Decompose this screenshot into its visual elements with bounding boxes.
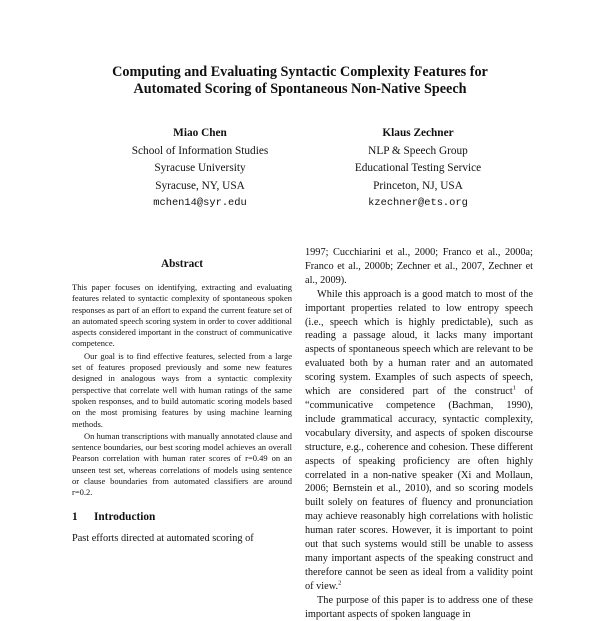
left-column <box>72 256 292 546</box>
body-paragraph-3: The purpose of this paper is to address one of these important aspects of spoken language in <box>305 594 533 620</box>
author-location: Princeton, NJ, USA <box>373 179 463 192</box>
footnote-marker-1: 1 <box>512 384 516 392</box>
body-paragraph-1: 1997; Cucchiarini et al., 2000; Franco et al., 2000a; Franco et al., 2000b; Zechner et al., 2007, Zechner et al., 2009). <box>305 247 533 286</box>
author-email: kzechner@ets.org <box>368 197 468 209</box>
section-title: Introduction <box>94 510 156 523</box>
author-affiliation: NLP & Speech Group <box>368 144 468 157</box>
author-institution: Educational Testing Service <box>354 162 482 174</box>
author-name: Klaus Zechner <box>382 127 454 139</box>
body-paragraph-2 <box>305 288 533 594</box>
title-line-1: Computing and Evaluating Syntactic Complexity Features for <box>112 64 488 80</box>
body-paragraph-2-part-a: While this approach is a good match to most of the important properties related to low entropy speech (i.e., speech which is highly predictable), such as reading a passage aloud, it lacks many important aspects of spontaneous speech which are relevant to be evaluated both by a human rater and an automated scoring system. Examples of such aspects of speech, which are considered part of the construct <box>305 288 533 398</box>
abstract-paragraph-1: This paper focuses on identifying, extracting and evaluating features related to syntactic complexity of spontaneous spoken responses as part of an effort to expand the current feature set of an automated speech scoring system in order to cover additional aspects considered important in the construct of communicative competence. <box>72 282 292 349</box>
section-heading-introduction <box>72 509 292 525</box>
body-paragraph-2-part-b: of “communicative competence (Bachman, 1990), include grammatical accuracy, syntactic complexity, vocabulary diversity, and aspects of spoken discourse structure, e.g., coherence and cohesion. These different aspects of speaking proficiency are often highly correlated in a non-native speaker (Xi and Mollaun, 2006; Bernstein et al., 2010), and so scoring models built solely on features of fluency and pronunciation may achieve reasonably high correlations with holistic human rater scores. However, it is important to point out that such systems would still be unable to assess many important aspects of the speaking construct and therefore cannot be seen as ideal from a validity point of view. <box>305 386 533 592</box>
abstract-heading: Abstract <box>160 258 204 270</box>
introduction-text: Past efforts directed at automated scoring of <box>72 532 254 544</box>
abstract-paragraph-2: Our goal is to find effective features, selected from a large set of features proposed previously and some new features designed in analogous ways from a syntactic complexity perspective that correlate well with human ratings of the same spoken responses, and to build automatic scoring models based on the most promising features by using machine learning methods. <box>72 350 292 429</box>
paper-title <box>40 64 560 98</box>
author-affiliation: School of Information Studies <box>131 144 269 157</box>
abstract-body <box>72 282 292 499</box>
author-name: Miao Chen <box>173 127 227 139</box>
author-block-1 <box>100 125 300 213</box>
author-email: mchen14@syr.edu <box>153 197 247 209</box>
title-line-2: Automated Scoring of Spontaneous Non-Native Speech <box>133 81 467 97</box>
author-block-2 <box>318 125 518 213</box>
abstract-paragraph-3: On human transcriptions with manually annotated clause and sentence boundaries, our best scoring model achieves an overall Pearson correlation with human rater scores of r=0.49 on an unseen test set, whereas correlations of models using sentence or clause boundaries from automated classifiers are around r=0.2. <box>72 430 292 498</box>
section-number: 1 <box>72 510 78 523</box>
author-location: Syracuse, NY, USA <box>155 179 245 192</box>
footnote-marker-2: 2 <box>338 579 342 587</box>
right-column <box>305 246 533 620</box>
author-institution: Syracuse University <box>154 162 246 174</box>
